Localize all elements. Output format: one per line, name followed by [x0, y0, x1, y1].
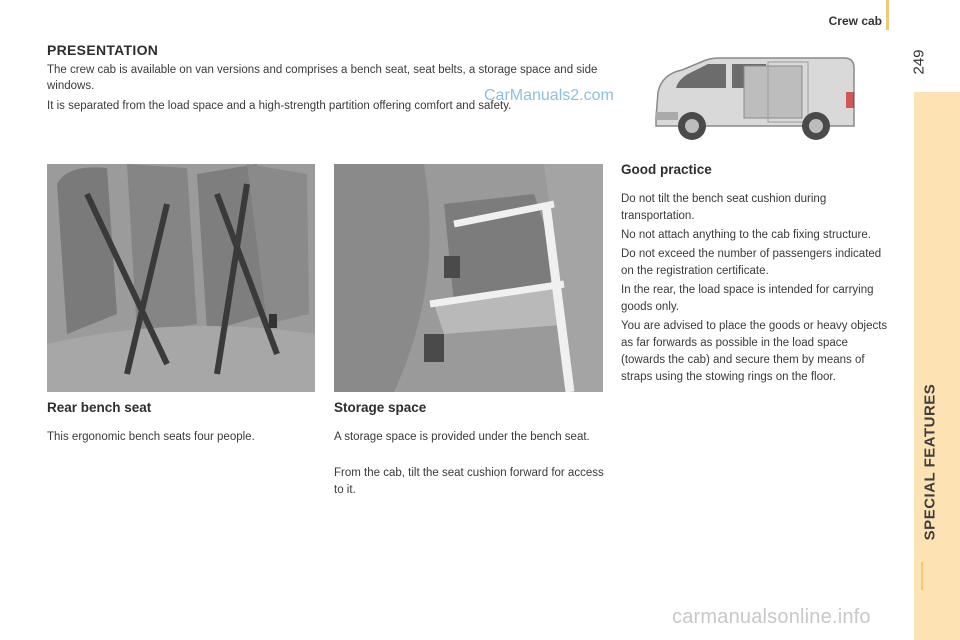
good-practice-item: You are advised to place the goods or heavy objects as far forwards as possible in the load space (towards the cab) and secure them by means of straps using the stowing rings on the floor. [621, 320, 888, 383]
presentation-heading: PRESENTATION [47, 42, 159, 58]
van-icon [648, 52, 860, 148]
storage-text-1: A storage space is provided under the bench seat. [334, 431, 590, 443]
running-header: Crew cab [828, 14, 882, 28]
rear-bench-photo [47, 164, 315, 392]
good-practice-list [621, 191, 893, 388]
presentation-paragraph-1: The crew cab is available on van versions and comprises a bench seat, seat belts, a storage space and side windows. [47, 64, 598, 92]
side-tab-divider [921, 562, 923, 590]
page-number [904, 40, 934, 84]
footer-watermark: carmanualsonline.info [672, 606, 871, 628]
good-practice-heading: Good practice [621, 162, 712, 177]
storage-text-2: From the cab, tilt the seat cushion forward for access to it. [334, 467, 604, 496]
header-divider [886, 0, 889, 30]
good-practice-item: In the rear, the load space is intended for carrying goods only. [621, 284, 874, 313]
side-tab-label [910, 372, 950, 552]
van-illustration [648, 52, 860, 148]
good-practice-item: Do not tilt the bench seat cushion during transportation. [621, 193, 827, 222]
good-practice-item: Do not exceed the number of passengers indicated on the registration certificate. [621, 248, 882, 277]
rear-bench-heading: Rear bench seat [47, 400, 152, 415]
rear-bench-text: This ergonomic bench seats four people. [47, 431, 255, 443]
storage-photo [334, 164, 603, 392]
presentation-paragraph-2: It is separated from the load space and a high-strength partition offering comfort and safety. [47, 100, 512, 112]
good-practice-item: No not attach anything to the cab fixing structure. [621, 229, 871, 241]
storage-heading: Storage space [334, 400, 427, 415]
page-number-text: 249 [910, 49, 928, 75]
side-tab-text: SPECIAL FEATURES [921, 383, 939, 541]
watermark-text: CarManuals2.com [484, 87, 614, 104]
side-tab [914, 92, 960, 640]
